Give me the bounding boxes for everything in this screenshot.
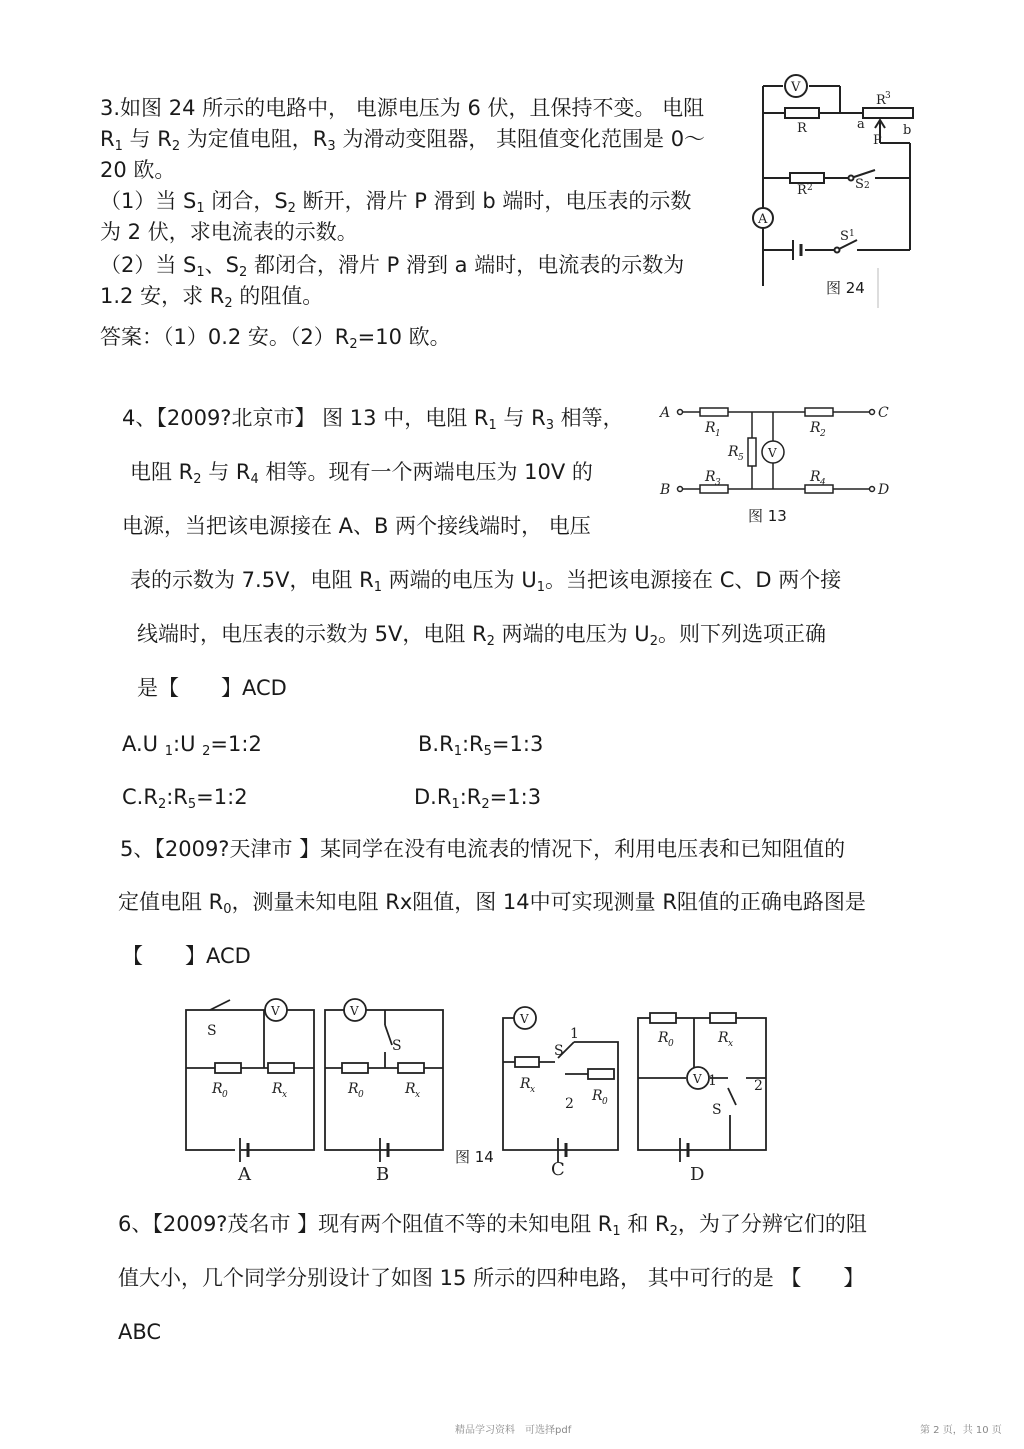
footer-left: 精品学习资料 可选择pdf bbox=[455, 1425, 572, 1436]
svg-text:0: 0 bbox=[602, 1097, 608, 1107]
svg-text:V: V bbox=[350, 1004, 359, 1018]
figure-13-caption: 图 13 bbox=[748, 507, 787, 525]
svg-text:R: R bbox=[348, 1081, 359, 1097]
svg-text:5: 5 bbox=[738, 453, 744, 463]
svg-text:R: R bbox=[212, 1081, 223, 1097]
q4-option-b: $B.R_1:R_5=1:3$ bbox=[418, 732, 544, 759]
svg-text:S: S bbox=[392, 1038, 402, 1054]
q4-option-d: $D.R_1:R_2=1:3$ bbox=[414, 785, 542, 812]
svg-text:0: 0 bbox=[358, 1090, 364, 1100]
svg-text:x: x bbox=[728, 1039, 734, 1049]
svg-text:R: R bbox=[810, 469, 821, 485]
svg-text:D: D bbox=[878, 482, 890, 498]
svg-text:V: V bbox=[768, 446, 777, 460]
svg-text:C: C bbox=[551, 1159, 565, 1180]
svg-text:2: 2 bbox=[565, 1096, 574, 1112]
q3-line-2: $R_1$ 与 $R_2$ 为定值电阻，$R_3$ 为滑动变阻器， 其阻值变化范围是 0～ bbox=[100, 127, 706, 154]
svg-text:V: V bbox=[693, 1072, 702, 1086]
svg-text:A: A bbox=[758, 212, 768, 227]
q4-line-6: 是【 】ACD bbox=[137, 676, 287, 700]
svg-text:R: R bbox=[797, 121, 807, 136]
svg-text:P: P bbox=[873, 133, 882, 148]
svg-text:b: b bbox=[903, 123, 912, 138]
svg-text:1: 1 bbox=[570, 1026, 579, 1042]
q3-line-6: （2）当 $S_1$、$S_2$ 都闭合，滑片 P 滑到 a 端时，电流表的示数为 bbox=[100, 253, 685, 280]
svg-text:2: 2 bbox=[807, 183, 813, 193]
svg-text:S: S bbox=[840, 229, 849, 244]
svg-text:V: V bbox=[520, 1012, 529, 1026]
footer-page-number: 第 2 页，共 10 页 bbox=[920, 1425, 1002, 1436]
svg-text:R: R bbox=[718, 1030, 729, 1046]
svg-text:S: S bbox=[855, 177, 864, 192]
svg-text:3: 3 bbox=[715, 478, 721, 488]
q4-line-5: 线端时，电压表的示数为 5V，电阻 $R_2$ 两端的电压为 $U_2$。则下列选项正确 bbox=[137, 622, 826, 649]
svg-text:2: 2 bbox=[864, 181, 870, 191]
q3-line-4: （1）当 $S_1$ 闭合，$S_2$ 断开，滑片 P 滑到 b 端时，电压表的示数 bbox=[100, 189, 692, 216]
svg-text:2: 2 bbox=[754, 1078, 763, 1094]
svg-text:R: R bbox=[705, 469, 716, 485]
svg-text:S: S bbox=[712, 1102, 722, 1118]
svg-text:A: A bbox=[660, 405, 671, 421]
svg-text:R: R bbox=[405, 1081, 416, 1097]
q4-line-2: 电阻 $R_2$ 与 $R_4$ 相等。现有一个两端电压为 10V 的 bbox=[130, 460, 593, 487]
svg-text:R: R bbox=[728, 444, 739, 460]
svg-text:A: A bbox=[238, 1164, 251, 1185]
q3-line-5: 为 2 伏，求电流表的示数。 bbox=[100, 220, 358, 244]
svg-text:B: B bbox=[660, 482, 671, 498]
svg-text:x: x bbox=[282, 1090, 288, 1100]
svg-text:R: R bbox=[272, 1081, 283, 1097]
q3-answer: 答案：（1）0.2 安。$(2)R_2=10$ 欧。 bbox=[100, 325, 451, 352]
svg-text:R: R bbox=[810, 420, 821, 436]
svg-text:V: V bbox=[271, 1004, 280, 1018]
svg-text:1: 1 bbox=[708, 1073, 717, 1089]
svg-text:V: V bbox=[791, 80, 801, 95]
q5-line-2: 定值电阻 $R_0$，测量未知电阻 Rx阻值，图 14中可实现测量 R阻值的正确电路图是 bbox=[118, 890, 866, 917]
svg-text:R: R bbox=[520, 1076, 531, 1092]
q5-line-1: 5、【2009?天津市 】某同学在没有电流表的情况下，利用电压表和已知阻值的 bbox=[120, 837, 846, 861]
svg-text:x: x bbox=[415, 1090, 421, 1100]
svg-text:R: R bbox=[705, 420, 716, 436]
q4-line-3: 电源，当把该电源接在 A、B 两个接线端时， 电压 bbox=[122, 514, 591, 538]
q4-option-c: $C.R_2:R_5=1:2$ bbox=[122, 785, 248, 812]
figure-14-caption: 图 14 bbox=[455, 1148, 494, 1166]
svg-text:4: 4 bbox=[820, 478, 826, 488]
q6-line-1: 6、【2009?茂名市 】现有两个阻值不等的未知电阻 $R_1$ 和 $R_2$，为了分辨它们的阻 bbox=[118, 1212, 867, 1239]
svg-text:1: 1 bbox=[715, 429, 721, 439]
svg-text:R: R bbox=[876, 93, 886, 108]
svg-text:a: a bbox=[857, 117, 865, 132]
q4-line-1: 4、【2009?北京市】 图 13 中，电阻 $R_1$ 与 $R_3$ 相等， bbox=[122, 406, 624, 433]
svg-text:B: B bbox=[376, 1164, 390, 1185]
svg-text:3: 3 bbox=[885, 91, 891, 101]
svg-text:0: 0 bbox=[668, 1039, 674, 1049]
svg-text:S: S bbox=[554, 1043, 564, 1059]
svg-text:R: R bbox=[658, 1030, 669, 1046]
q3-line-1: 3.如图 24 所示的电路中， 电源电压为 6 伏，且保持不变。 电阻 bbox=[100, 96, 705, 120]
figure-24-caption: 图 24 bbox=[826, 279, 865, 297]
svg-text:0: 0 bbox=[222, 1090, 228, 1100]
q6-line-3: ABC bbox=[118, 1320, 162, 1344]
svg-text:C: C bbox=[878, 405, 889, 421]
svg-text:x: x bbox=[530, 1085, 536, 1095]
svg-text:D: D bbox=[690, 1164, 705, 1185]
q3-line-3: 20 欧。 bbox=[100, 158, 176, 182]
q6-line-2: 值大小，几个同学分别设计了如图 15 所示的四种电路， 其中可行的是 【 】 bbox=[118, 1266, 865, 1290]
svg-text:R: R bbox=[592, 1088, 603, 1104]
q3-line-7: 1.2 安，求 $R_2$ 的阻值。 bbox=[100, 284, 324, 311]
svg-text:S: S bbox=[207, 1023, 217, 1039]
svg-text:1: 1 bbox=[849, 229, 855, 239]
svg-text:2: 2 bbox=[820, 429, 826, 439]
q4-line-4: 表的示数为 7.5V，电阻 $R_1$ 两端的电压为 $U_1$。当把该电源接在 C、D 两个接 bbox=[130, 568, 842, 595]
svg-text:R: R bbox=[797, 183, 807, 198]
q4-option-a: A.U $_1$:U $_2$=1:2 bbox=[122, 732, 262, 759]
figure-13-circuit bbox=[660, 398, 900, 508]
q5-line-3: 【 】ACD bbox=[122, 944, 251, 968]
